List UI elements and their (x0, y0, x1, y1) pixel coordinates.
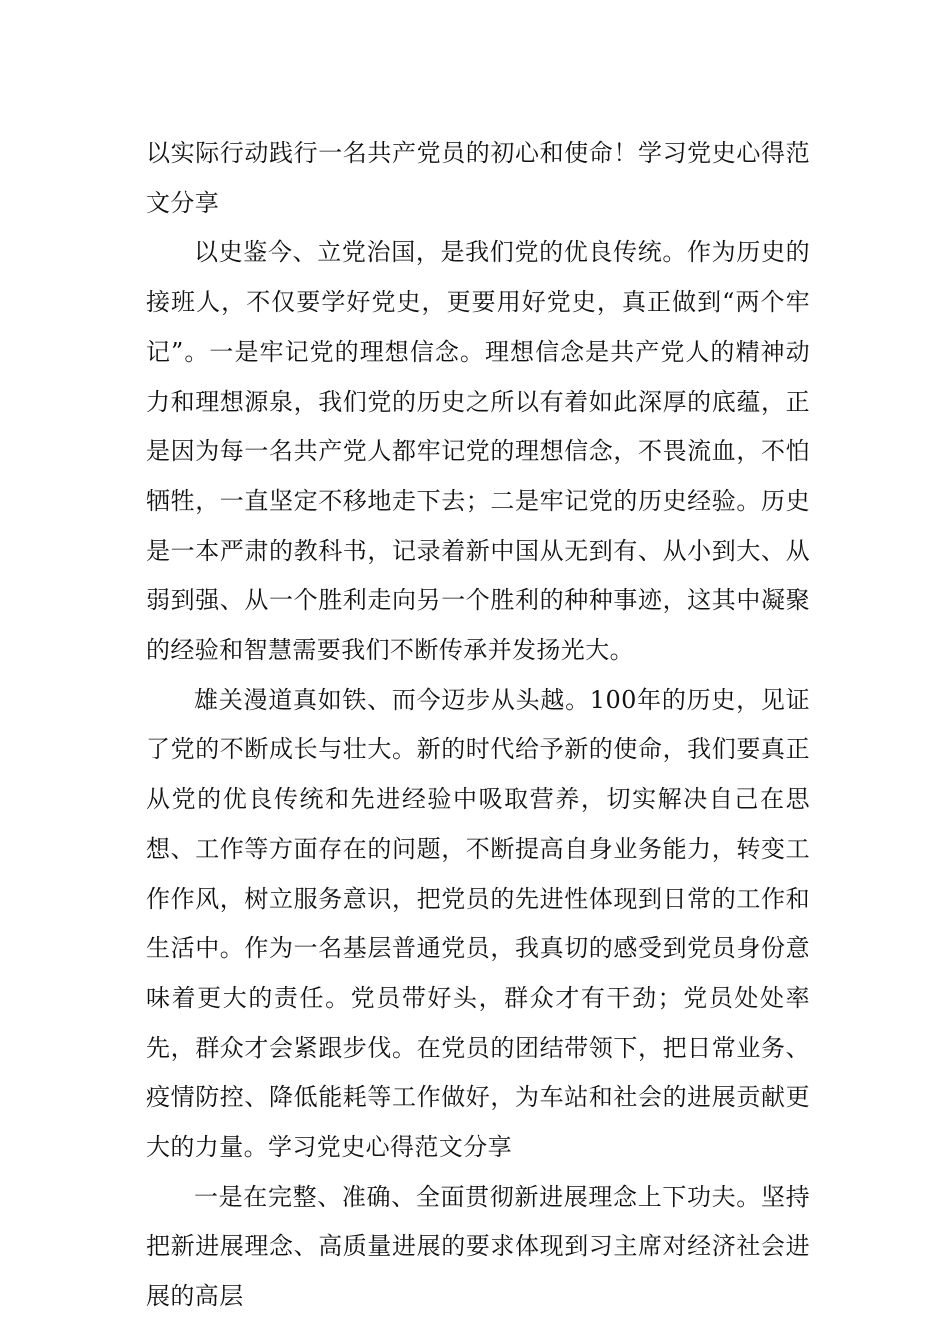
paragraph-3: 一是在完整、准确、全面贯彻新进展理念上下功夫。坚持把新进展理念、高质量进展的要求体现到习主席对经济社会进展的高层 (146, 1182, 810, 1311)
document-title: 以实际行动践行一名共产党员的初心和使命！学习党史心得范文分享 (146, 139, 810, 217)
paragraph-1: 以史鉴今、立党治国，是我们党的优良传统。作为历史的接班人，不仅要学好党史，更要用好党史，真正做到“两个牢记”。一是牢记党的理想信念。理想信念是共产党人的精神动力和理想源泉，我们党的历史之所以有着如此深厚的底蕴，正是因为每一名共产党人都牢记党的理想信念，不畏流血，不怕牺牲，一直坚定不移地走下去；二是牢记党的历史经验。历史是一本严肃的教科书，记录着新中国从无到有、从小到大、从弱到强、从一个胜利走向另一个胜利的种种事迹，这其中凝聚的经验和智慧需要我们不断传承并发扬光大。 (146, 238, 810, 665)
paragraph-2: 雄关漫道真如铁、而今迈步从头越。100年的历史，见证了党的不断成长与壮大。新的时代给予新的使命，我们要真正从党的优良传统和先进经验中吸取营养，切实解决自己在思想、工作等方面存在的问题，不断提高自身业务能力，转变工作作风，树立服务意识，把党员的先进性体现到日常的工作和生活中。作为一名基层普通党员，我真切的感受到党员身份意味着更大的责任。党员带好头，群众才有干劲；党员处处率先，群众才会紧跟步伐。在党员的团结带领下，把日常业务、疫情防控、降低能耗等工作做好，为车站和社会的进展贡献更大的力量。学习党史心得范文分享 (146, 685, 810, 1162)
document-body (146, 129, 810, 1322)
